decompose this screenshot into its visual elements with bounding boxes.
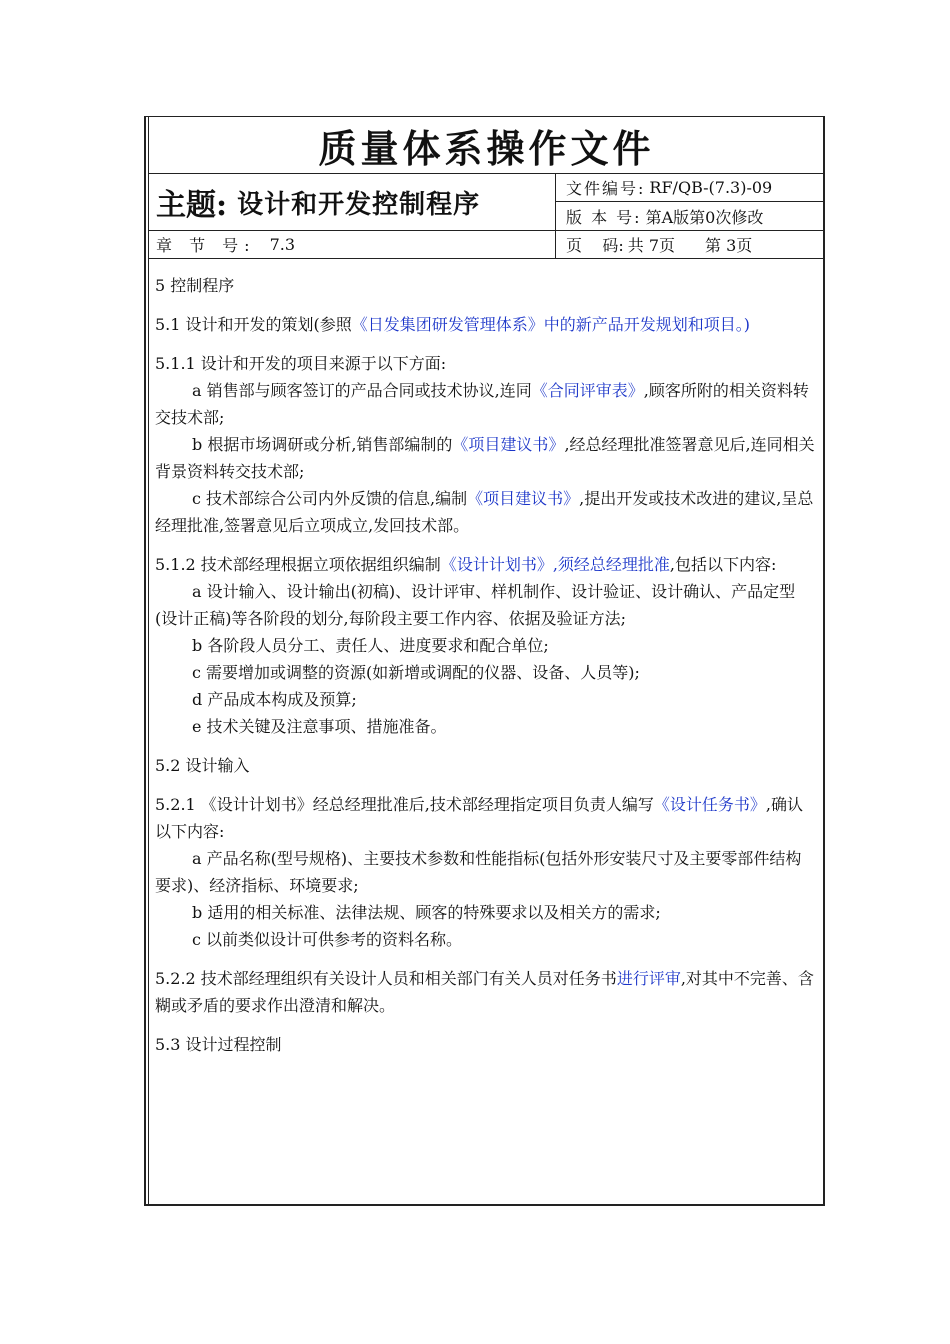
version-label: 版 本 号:	[566, 207, 642, 227]
section-5-2-title: 5.2 设计输入	[155, 756, 250, 775]
subject-cell	[148, 174, 556, 231]
page-label: 页 码:	[566, 236, 624, 255]
section-5-2-1-c: c 以前类似设计可供参考的资料名称。	[192, 930, 463, 949]
doc-number-value: RF/QB-(7.3)-09	[649, 178, 773, 197]
section-5-2-1-a: a 产品名称(型号规格)、主要技术参数和性能指标(包括外形安装尺寸及主要零部件结构要求)、经济指标、环境要求;	[155, 849, 802, 895]
section-5-2-1: 5.2.1 《设计计划书》经总经理批准后,技术部经理指定项目负责人编写《设计任务书》,确认以下内容:	[155, 795, 803, 841]
version-row	[556, 202, 825, 231]
reference-link[interactable]: 《项目建议书》	[467, 489, 580, 508]
section-5-1-1-a: a 销售部与顾客签订的产品合同或技术协议,连同《合同评审表》,顾客所附的相关资料转交技术部;	[155, 381, 809, 427]
document-body	[155, 272, 817, 1058]
page-total: 共 7页	[627, 236, 676, 255]
section-5-1-2-b: b 各阶段人员分工、责任人、进度要求和配合单位;	[192, 636, 549, 655]
section-5-1-2-a: a 设计输入、设计输出(初稿)、设计评审、样机制作、设计验证、设计确认、产品定型(设计正稿)等各阶段的划分,每阶段主要工作内容、依据及验证方法;	[155, 582, 796, 628]
doc-number-label: 文件编号:	[566, 179, 646, 198]
chapter-label: 章 节 号:	[156, 236, 256, 255]
reference-link[interactable]: 进行评审	[616, 969, 681, 988]
section-5-title: 5 控制程序	[155, 276, 235, 295]
section-5-1-2: 5.1.2 技术部经理根据立项依据组织编制《设计计划书》,须经总经理批准,包括以下内容:	[155, 555, 777, 574]
page-current: 第 3页	[705, 236, 753, 255]
reference-link[interactable]: 《日发集团研发管理体系》中的新产品开发规划和项目。)	[351, 315, 751, 334]
chapter-cell	[148, 231, 556, 259]
section-5-1-2-e: e 技术关键及注意事项、措施准备。	[192, 717, 447, 736]
section-5-2-2: 5.2.2 技术部经理组织有关设计人员和相关部门有关人员对任务书进行评审,对其中不完善、含糊或矛盾的要求作出澄清和解决。	[155, 969, 814, 1015]
section-5-1-2-d: d 产品成本构成及预算;	[192, 690, 357, 709]
reference-link[interactable]: 《设计计划书》,须经总经理批准	[440, 555, 670, 574]
subject-label: 主题:	[156, 188, 228, 223]
section-5-1-1-title: 5.1.1 设计和开发的项目来源于以下方面:	[155, 354, 447, 373]
doc-number-row	[556, 174, 825, 202]
subject-value: 设计和开发控制程序	[237, 189, 481, 220]
section-5-3-title: 5.3 设计过程控制	[155, 1035, 282, 1054]
reference-link[interactable]: 《设计任务书》	[653, 795, 766, 814]
title-row	[148, 117, 825, 174]
document-title: 质量体系操作文件	[318, 125, 655, 171]
chapter-value: 7.3	[269, 235, 296, 254]
section-5-1-2-c: c 需要增加或调整的资源(如新增或调配的仪器、设备、人员等);	[192, 663, 640, 682]
reference-link[interactable]: 《项目建议书》	[452, 435, 565, 454]
reference-link[interactable]: 《合同评审表》	[531, 381, 644, 400]
page-cell	[556, 231, 825, 259]
section-5-2-1-b: b 适用的相关标准、法律法规、顾客的特殊要求以及相关方的需求;	[192, 903, 661, 922]
section-5-1: 5.1 设计和开发的策划(参照《日发集团研发管理体系》中的新产品开发规划和项目。)	[155, 315, 751, 334]
version-value: 第A版第0次修改	[645, 207, 764, 227]
section-5-1-1-c: c 技术部综合公司内外反馈的信息,编制《项目建议书》,提出开发或技术改进的建议,呈总经理批准,签署意见后立项成立,发回技术部。	[155, 489, 814, 535]
section-5-1-1-b: b 根据市场调研或分析,销售部编制的《项目建议书》,经总经理批准签署意见后,连同相关背景资料转交技术部;	[155, 435, 815, 481]
frame-inner-line	[148, 116, 149, 1206]
